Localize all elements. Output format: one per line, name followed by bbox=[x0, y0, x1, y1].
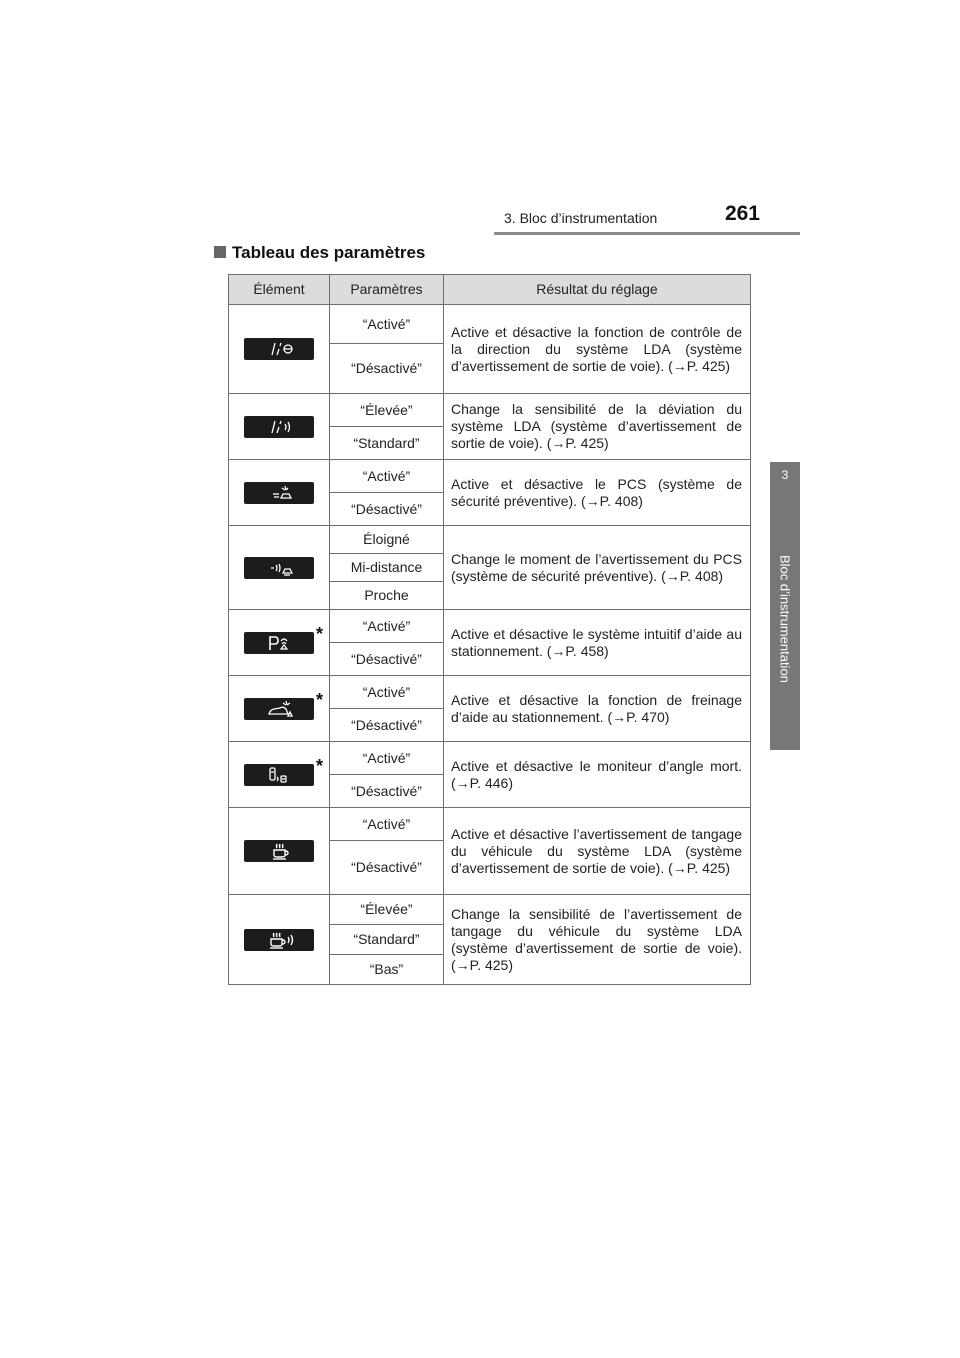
param-value: “Standard” bbox=[330, 925, 444, 955]
param-value: Proche bbox=[330, 582, 444, 610]
section-heading-text: Tableau des paramètres bbox=[232, 243, 426, 262]
pcs-collision-icon bbox=[244, 482, 314, 504]
footnote-asterisk: * bbox=[316, 623, 324, 644]
footnote-asterisk: * bbox=[316, 689, 324, 710]
chapter-tab-label-wrap bbox=[770, 488, 800, 750]
header-rule bbox=[494, 232, 800, 235]
table-row bbox=[229, 305, 751, 344]
result-text: Change la sensibilité de la déviation du système LDA (système d’avertissement de sortie de voie). (→P. 425) bbox=[444, 394, 751, 460]
element-cell bbox=[229, 610, 330, 676]
param-value: Mi-distance bbox=[330, 554, 444, 582]
chapter-number-tab bbox=[770, 462, 800, 488]
element-cell bbox=[229, 808, 330, 895]
param-value: “Activé” bbox=[330, 305, 444, 344]
table-row bbox=[229, 460, 751, 493]
element-cell bbox=[229, 394, 330, 460]
param-value: “Activé” bbox=[330, 742, 444, 775]
result-text: Active et désactive le PCS (système de sécurité préventive). (→P. 408) bbox=[444, 460, 751, 526]
table-row bbox=[229, 742, 751, 775]
element-cell bbox=[229, 676, 330, 742]
page-header bbox=[494, 200, 800, 236]
param-value: “Activé” bbox=[330, 610, 444, 643]
result-text: Active et désactive l’avertissement de tangage du véhicule du système LDA (système d’avertissement de sortie de voie). (→P. 425) bbox=[444, 808, 751, 895]
chapter-number: 3 bbox=[781, 468, 789, 482]
param-value: “Activé” bbox=[330, 808, 444, 841]
result-text: Change le moment de l’avertissement du PCS (système de sécurité préventive). (→P. 408) bbox=[444, 526, 751, 610]
table-row bbox=[229, 895, 751, 925]
param-value: “Bas” bbox=[330, 955, 444, 985]
result-text: Active et désactive le moniteur d’angle mort. (→P. 446) bbox=[444, 742, 751, 808]
param-value: “Désactivé” bbox=[330, 775, 444, 808]
table-row bbox=[229, 394, 751, 427]
element-cell bbox=[229, 305, 330, 394]
result-text: Change la sensibilité de l’avertissement de tangage du véhicule du système LDA (système d’avertissement de sortie de voie). (→P. 425) bbox=[444, 895, 751, 985]
result-text: Active et désactive la fonction de freinage d’aide au stationnement. (→P. 470) bbox=[444, 676, 751, 742]
sway-sensitivity-icon bbox=[244, 929, 314, 951]
pcs-warning-timing-icon bbox=[244, 557, 314, 579]
param-value: “Désactivé” bbox=[330, 344, 444, 394]
footnote-asterisk: * bbox=[316, 755, 324, 776]
lane-departure-steering-icon bbox=[244, 338, 314, 360]
param-value: “Désactivé” bbox=[330, 493, 444, 526]
param-value: Éloigné bbox=[330, 526, 444, 554]
result-text: Active et désactive le système intuitif d’aide au stationnement. (→P. 458) bbox=[444, 610, 751, 676]
result-text: Active et désactive la fonction de contrôle de la direction du système LDA (système d’avertissement de sortie de voie). (→P. 425) bbox=[444, 305, 751, 394]
header-parameters: Paramètres bbox=[330, 275, 444, 305]
page-number: 261 bbox=[724, 202, 760, 225]
section-heading bbox=[214, 243, 425, 263]
param-value: “Désactivé” bbox=[330, 643, 444, 676]
element-cell bbox=[229, 526, 330, 610]
lane-departure-sensitivity-icon bbox=[244, 416, 314, 438]
element-cell bbox=[229, 460, 330, 526]
element-cell bbox=[229, 895, 330, 985]
param-value: “Standard” bbox=[330, 427, 444, 460]
table-row bbox=[229, 676, 751, 709]
sway-warning-icon bbox=[244, 840, 314, 862]
square-bullet-icon bbox=[214, 246, 226, 258]
element-cell bbox=[229, 742, 330, 808]
header-result: Résultat du réglage bbox=[444, 275, 751, 305]
running-section-title: 3. Bloc d’instrumentation bbox=[504, 210, 658, 226]
table-row bbox=[229, 610, 751, 643]
param-value: “Élevée” bbox=[330, 895, 444, 925]
parking-brake-assist-icon bbox=[244, 698, 314, 720]
table-row bbox=[229, 808, 751, 841]
param-value: “Activé” bbox=[330, 676, 444, 709]
settings-table bbox=[228, 274, 751, 985]
chapter-tab-label: Bloc d’instrumentation bbox=[777, 555, 793, 683]
table-header-row bbox=[229, 275, 751, 305]
header-element: Élément bbox=[229, 275, 330, 305]
param-value: “Désactivé” bbox=[330, 841, 444, 895]
param-value: “Désactivé” bbox=[330, 709, 444, 742]
blind-spot-monitor-icon bbox=[244, 764, 314, 786]
param-value: “Élevée” bbox=[330, 394, 444, 427]
table-row bbox=[229, 526, 751, 554]
param-value: “Activé” bbox=[330, 460, 444, 493]
parking-sensor-icon bbox=[244, 632, 314, 654]
